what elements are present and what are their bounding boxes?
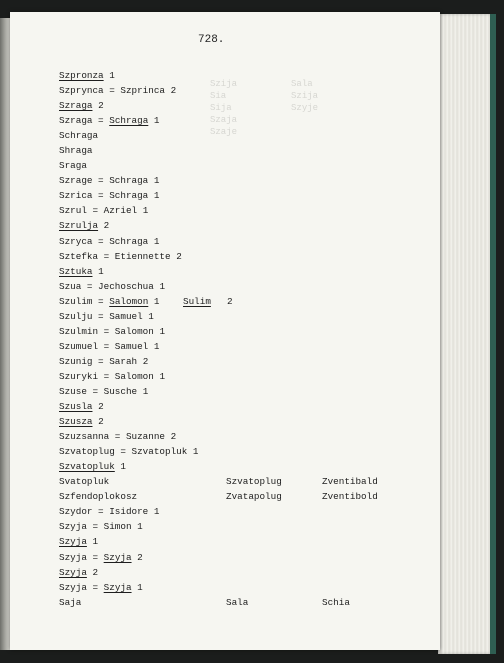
entry-name: Szpronza xyxy=(59,70,104,81)
entry-name: Svatopluk xyxy=(59,476,110,488)
index-entry xyxy=(59,474,439,489)
entry-name: Szyja = xyxy=(59,581,99,593)
entry-count: 2 xyxy=(176,250,182,262)
entry-count: 2 xyxy=(170,431,177,443)
entry-count: 1 xyxy=(159,370,166,382)
entry-name: Szusla xyxy=(59,401,93,413)
index-entry xyxy=(59,98,439,113)
page-number: 728. xyxy=(198,34,225,46)
entry-count: 2 xyxy=(137,551,143,563)
entry-count: 1 xyxy=(153,115,160,127)
entry-count: 1 xyxy=(192,446,199,458)
index-entry xyxy=(59,218,439,233)
entry-count: 2 xyxy=(98,416,104,428)
entry-column-3: Schia xyxy=(322,596,350,608)
entry-count: 2 xyxy=(92,566,99,578)
entry-name: Szraga xyxy=(59,100,93,112)
entry-name: Szrica = Schraga xyxy=(59,190,149,202)
entry-name: Szyja xyxy=(59,566,87,578)
index-entry xyxy=(59,249,439,264)
index-entry xyxy=(59,519,439,534)
index-entry xyxy=(59,264,439,279)
entry-name: Szrage = Schraga xyxy=(59,175,149,187)
index-entry xyxy=(59,384,439,399)
entry-extra-name: Sulim xyxy=(183,295,211,307)
entry-name: Szunig = Sarah xyxy=(59,355,138,367)
entry-variant: Szyja xyxy=(103,551,132,563)
entry-count: 1 xyxy=(153,295,160,307)
entry-column-3: Zventibold xyxy=(322,491,378,503)
index-entry xyxy=(59,279,439,294)
entry-count: 1 xyxy=(109,70,115,81)
index-entry xyxy=(59,173,439,188)
entry-name: Sztuka xyxy=(59,265,93,277)
entry-name: Szrulja xyxy=(59,220,99,232)
entry-name: Schraga xyxy=(59,130,99,142)
index-entry xyxy=(59,158,439,173)
entry-count: 2 xyxy=(98,401,104,413)
index-entry xyxy=(59,113,439,128)
entry-count: 1 xyxy=(159,280,166,292)
entry-name: Szraga = xyxy=(59,115,104,127)
entry-column-2: Sala xyxy=(226,596,249,608)
entry-name: Szuse = Susche xyxy=(59,385,138,397)
entry-name: Szrul = Azriel xyxy=(59,205,138,217)
index-entry xyxy=(59,294,439,309)
entry-name: Szumuel = Samuel xyxy=(59,340,149,352)
book-page xyxy=(10,12,440,650)
entry-name: Szydor = Isidore xyxy=(59,506,149,518)
entry-variant: Szyja xyxy=(103,581,132,593)
index-entry xyxy=(59,354,439,369)
entry-count: 2 xyxy=(142,355,149,367)
entry-variant: Salomon xyxy=(109,295,149,307)
index-entry xyxy=(59,188,439,203)
index-entry xyxy=(59,324,439,339)
entry-name: Szulim = xyxy=(59,295,104,307)
entry-count: 1 xyxy=(148,310,154,322)
entry-name: Szua = Jechoschua xyxy=(59,280,154,292)
index-entry xyxy=(59,414,439,429)
index-entry xyxy=(59,234,439,249)
index-entry xyxy=(59,504,439,519)
index-entry xyxy=(59,459,439,474)
entry-count: 1 xyxy=(153,190,160,202)
entry-name: Szusza xyxy=(59,416,93,428)
entry-count: 1 xyxy=(137,521,143,533)
entry-count: 2 xyxy=(98,100,104,112)
entry-name: Szfendoplokosz xyxy=(59,491,138,503)
index-entry xyxy=(59,444,439,459)
entry-name: Szyja xyxy=(59,536,87,548)
index-entry xyxy=(59,203,439,218)
entry-count: 2 xyxy=(170,85,177,97)
index-entry xyxy=(59,580,439,595)
entry-count: 1 xyxy=(142,385,149,397)
name-index-list xyxy=(59,68,439,610)
entry-count: 2 xyxy=(103,220,110,232)
index-entry xyxy=(59,68,439,83)
entry-column-2: Zvatapolug xyxy=(226,491,282,503)
entry-name: Sztefka = Etiennette xyxy=(59,250,171,262)
entry-extra-count: 2 xyxy=(227,295,233,307)
entry-name: Szyja = Simon xyxy=(59,521,132,533)
entry-name: Szulju = Samuel xyxy=(59,310,143,322)
entry-name: Szryca = Schraga xyxy=(59,235,149,247)
index-entry xyxy=(59,143,439,158)
entry-count: 1 xyxy=(120,461,126,473)
index-entry xyxy=(59,309,439,324)
index-entry xyxy=(59,83,439,98)
entry-name: Szuryki = Salomon xyxy=(59,370,154,382)
entry-variant: Schraga xyxy=(109,115,149,127)
index-entry xyxy=(59,595,439,610)
entry-name: Szuzsanna = Suzanne xyxy=(59,431,166,443)
entry-name: Sraga xyxy=(59,160,87,172)
index-entry xyxy=(59,565,439,580)
entry-count: 1 xyxy=(159,325,166,337)
entry-name: Szvatopluk xyxy=(59,461,115,473)
entry-column-3: Zventibald xyxy=(322,476,378,488)
index-entry xyxy=(59,339,439,354)
index-entry xyxy=(59,489,439,504)
index-entry xyxy=(59,399,439,414)
index-entry xyxy=(59,128,439,143)
index-entry xyxy=(59,429,439,444)
entry-column-2: Szvatoplug xyxy=(226,476,282,488)
entry-name: Szyja = xyxy=(59,551,99,563)
index-entry xyxy=(59,369,439,384)
entry-count: 1 xyxy=(153,340,160,352)
entry-count: 1 xyxy=(142,205,149,217)
book-page-edges xyxy=(438,14,496,654)
index-entry xyxy=(59,534,439,549)
entry-count: 1 xyxy=(153,235,160,247)
index-entry xyxy=(59,550,439,565)
entry-count: 1 xyxy=(92,536,99,548)
entry-name: Saja xyxy=(59,596,82,608)
entry-name: Szulmin = Salomon xyxy=(59,325,154,337)
show-through-text: Szija Sala Sia Szija Sija Szyje Szaja Szaje xyxy=(210,79,319,137)
entry-name: Shraga xyxy=(59,145,93,157)
entry-count: 1 xyxy=(137,581,143,593)
entry-count: 1 xyxy=(153,506,160,518)
entry-count: 1 xyxy=(98,265,104,277)
entry-name: Szvatoplug = Szvatopluk xyxy=(59,446,188,458)
entry-name: Szprynca = Szprinca xyxy=(59,85,166,97)
entry-count: 1 xyxy=(153,175,160,187)
